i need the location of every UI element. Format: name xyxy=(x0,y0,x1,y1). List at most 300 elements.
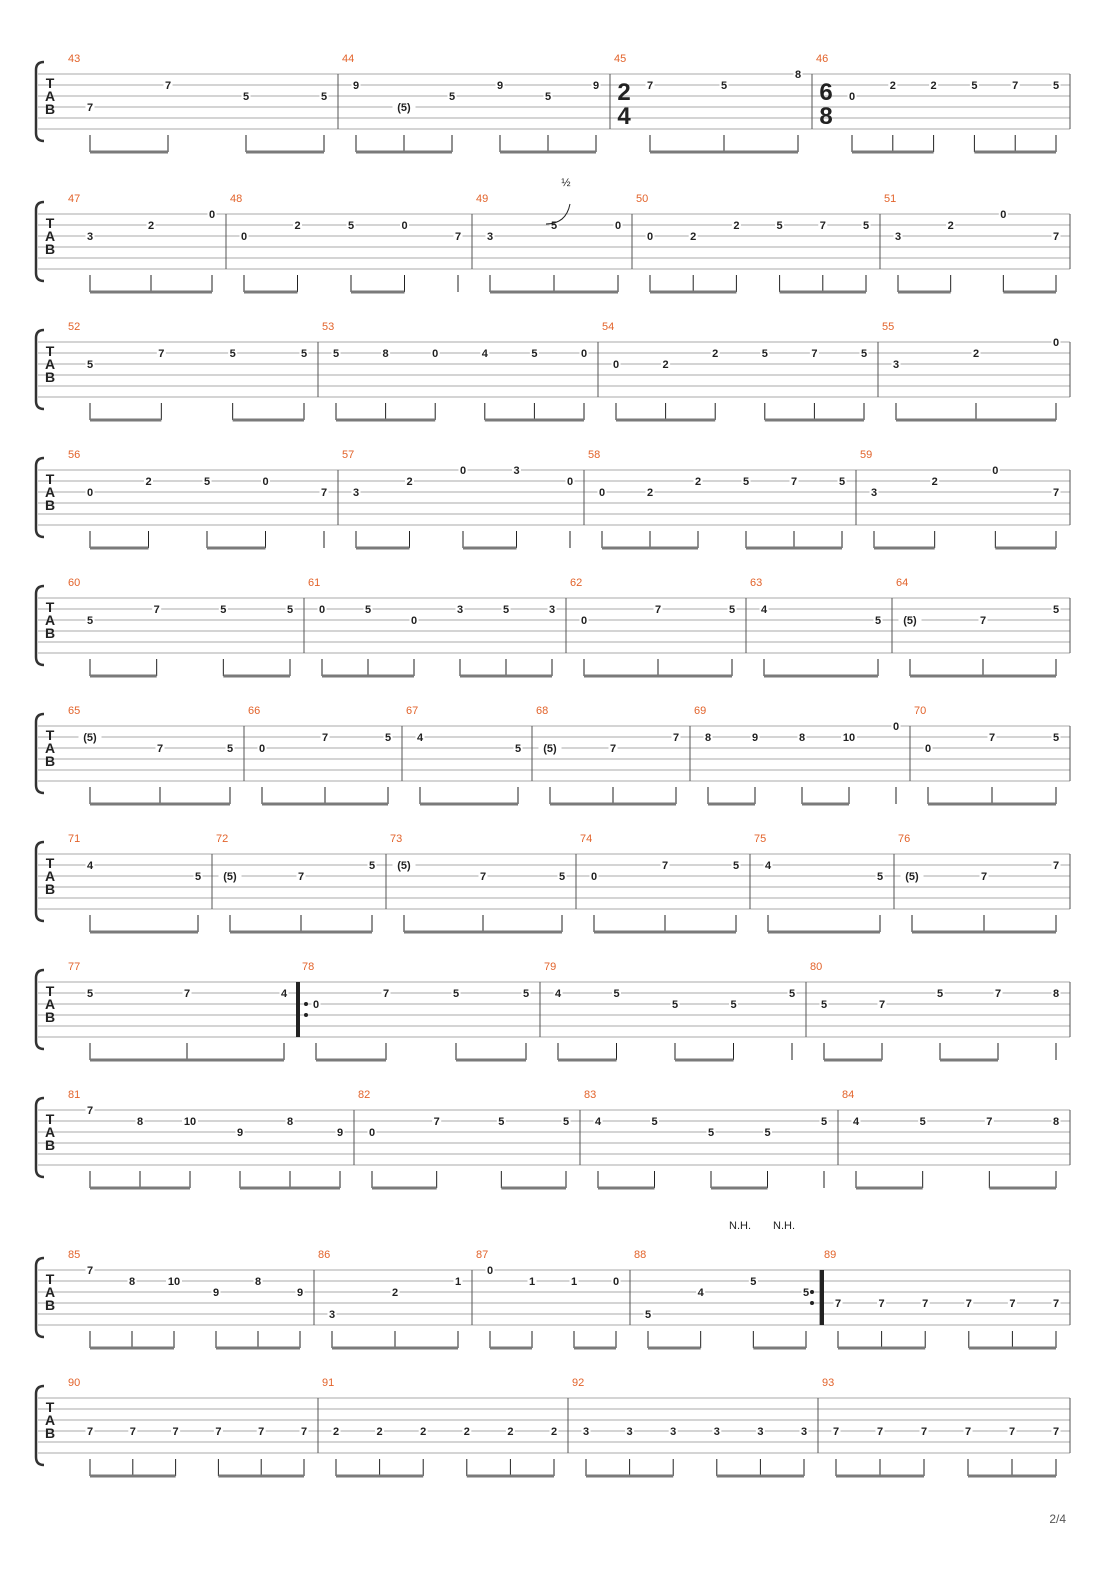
fret-number: 7 xyxy=(1052,1426,1060,1438)
measure-number: 58 xyxy=(588,449,601,461)
measure-number: 89 xyxy=(824,1249,837,1261)
fret-number: 7 xyxy=(790,476,798,488)
fret-number: 3 xyxy=(626,1426,633,1438)
fret-number: 7 xyxy=(1009,1298,1016,1310)
fret-number: 7 xyxy=(86,1265,94,1277)
fret-number: 5 xyxy=(750,1276,757,1288)
fret-number: 2 xyxy=(662,359,669,371)
fret-number: 0 xyxy=(892,721,900,733)
fret-number: 9 xyxy=(336,1127,344,1139)
fret-number: 3 xyxy=(800,1426,808,1438)
fret-number: 7 xyxy=(172,1426,179,1438)
fret-number: 5 xyxy=(498,1116,505,1128)
fret-number: 8 xyxy=(1052,1116,1060,1128)
fret-number: 10 xyxy=(167,1276,181,1288)
fret-number: 5 xyxy=(876,871,884,883)
fret-number: 0 xyxy=(258,743,266,755)
measure-number: 76 xyxy=(898,833,911,845)
fret-number: 7 xyxy=(672,732,680,744)
fret-number: 5 xyxy=(671,999,679,1011)
fret-number: 2 xyxy=(420,1426,427,1438)
fret-number: 5 xyxy=(776,220,783,232)
fret-number: 5 xyxy=(448,91,456,103)
fret-number: 5 xyxy=(384,732,392,744)
measure-number: 84 xyxy=(842,1089,855,1101)
fret-number: 5 xyxy=(226,743,234,755)
fret-number: 7 xyxy=(164,80,172,92)
measure-number: 92 xyxy=(572,1377,585,1389)
fret-number: 2 xyxy=(712,348,719,360)
measure-number: 72 xyxy=(216,833,229,845)
measure-number: 93 xyxy=(822,1377,835,1389)
fret-number: 0 xyxy=(580,615,588,627)
fret-number: 7 xyxy=(300,1426,308,1438)
fret-number: 0 xyxy=(598,487,606,499)
fret-number: 5 xyxy=(742,476,750,488)
fret-number: 7 xyxy=(986,1116,993,1128)
fret-number: 7 xyxy=(215,1426,222,1438)
fret-number: 2 xyxy=(332,1426,340,1438)
fret-number: 5 xyxy=(707,1127,715,1139)
fret-number: (5) xyxy=(83,732,97,744)
fret-number: 0 xyxy=(240,231,248,243)
repeat-end-thick-bar xyxy=(820,1270,824,1325)
tab-clef-letter: T xyxy=(45,983,55,999)
fret-number: 5 xyxy=(1052,604,1060,616)
fret-number: 5 xyxy=(838,476,846,488)
fret-number: 7 xyxy=(988,732,996,744)
fret-number: 0 xyxy=(612,1276,620,1288)
fret-number: 7 xyxy=(297,871,305,883)
fret-number: 7 xyxy=(86,1105,94,1117)
measure-number: 74 xyxy=(580,833,593,845)
fret-number: 3 xyxy=(352,487,360,499)
fret-number: (5) xyxy=(397,860,411,872)
fret-number: 2 xyxy=(931,476,938,488)
fret-number: 7 xyxy=(433,1116,440,1128)
fret-number: 7 xyxy=(479,871,487,883)
fret-number: 5 xyxy=(332,348,340,360)
fret-number: 8 xyxy=(254,1276,262,1288)
fret-number: 3 xyxy=(757,1426,764,1438)
fret-number: 7 xyxy=(1008,1426,1016,1438)
fret-number: 2 xyxy=(889,80,896,92)
fret-number: 2 xyxy=(646,487,654,499)
fret-number: 7 xyxy=(1052,487,1060,499)
fret-number: 4 xyxy=(554,988,562,1000)
fret-number: 5 xyxy=(86,615,94,627)
repeat-dot xyxy=(304,1002,308,1006)
fret-number: 3 xyxy=(670,1426,677,1438)
fret-number: 7 xyxy=(920,1426,928,1438)
fret-number: 7 xyxy=(1052,860,1060,872)
tab-clef-letter: T xyxy=(45,599,55,615)
fret-number: 3 xyxy=(486,231,494,243)
fret-number: 7 xyxy=(878,1298,885,1310)
fret-number: 5 xyxy=(514,743,522,755)
measure-number: 49 xyxy=(476,193,489,205)
fret-number: 5 xyxy=(919,1116,926,1128)
fret-number: 5 xyxy=(194,871,202,883)
fret-number: 0 xyxy=(848,91,856,103)
fret-number: 3 xyxy=(548,604,556,616)
fret-number: 7 xyxy=(183,988,191,1000)
fret-number: 9 xyxy=(352,80,360,92)
tab-clef-letter: A xyxy=(44,88,56,104)
fret-number: 7 xyxy=(661,860,669,872)
fret-number: 4 xyxy=(86,860,94,872)
fret-number: 2 xyxy=(463,1426,470,1438)
repeat-dot xyxy=(810,1290,814,1294)
fret-number: 9 xyxy=(592,80,600,92)
measure-number: 51 xyxy=(884,193,897,205)
fret-number: 3 xyxy=(894,231,902,243)
harmonic-label-2: N.H. xyxy=(773,1220,795,1232)
fret-number: 5 xyxy=(300,348,308,360)
tab-clef-letter: T xyxy=(45,727,55,743)
time-signature-top: 6 xyxy=(819,79,833,106)
measure-number: 63 xyxy=(750,577,763,589)
tab-clef-letter: B xyxy=(44,1137,56,1153)
fret-number: 7 xyxy=(1052,231,1060,243)
tab-clef-letter: T xyxy=(45,343,55,359)
fret-number: 0 xyxy=(646,231,654,243)
fret-number: 0 xyxy=(262,476,269,488)
tab-clef-letter: B xyxy=(44,1425,56,1441)
page-number: 2/4 xyxy=(1049,1512,1066,1526)
measure-number: 70 xyxy=(914,705,927,717)
fret-number: 3 xyxy=(892,359,900,371)
fret-number: 5 xyxy=(522,988,530,1000)
fret-number: 8 xyxy=(136,1116,144,1128)
time-signature-bottom: 8 xyxy=(819,103,833,130)
fret-number: 7 xyxy=(86,1426,94,1438)
fret-number: 7 xyxy=(832,1426,840,1438)
measure-number: 50 xyxy=(636,193,649,205)
repeat-dot xyxy=(304,1013,308,1017)
fret-number: 5 xyxy=(1052,80,1060,92)
fret-number: 5 xyxy=(550,220,558,232)
fret-number: 5 xyxy=(368,860,376,872)
fret-number: 2 xyxy=(507,1426,514,1438)
tab-clef-letter: B xyxy=(44,369,56,385)
harmonic-label-1: N.H. xyxy=(729,1220,751,1232)
fret-number: 5 xyxy=(86,988,94,1000)
fret-number: 7 xyxy=(86,102,94,114)
tab-clef-letter: A xyxy=(44,1284,56,1300)
fret-number: 0 xyxy=(1000,209,1007,221)
fret-number: 5 xyxy=(286,604,294,616)
fret-number: 0 xyxy=(566,476,574,488)
fret-number: 5 xyxy=(644,1309,652,1321)
measure-number: 71 xyxy=(68,833,81,845)
fret-number: 5 xyxy=(558,871,566,883)
fret-number: 8 xyxy=(128,1276,136,1288)
fret-number: 7 xyxy=(153,604,160,616)
fret-number: 5 xyxy=(544,91,552,103)
measure-number: 85 xyxy=(68,1249,81,1261)
fret-number: 10 xyxy=(183,1116,197,1128)
fret-number: 5 xyxy=(936,988,944,1000)
fret-number: 5 xyxy=(320,91,328,103)
fret-number: 2 xyxy=(294,220,301,232)
fret-number: 5 xyxy=(730,999,737,1011)
tab-clef-letter: A xyxy=(44,612,56,628)
fret-number: 4 xyxy=(280,988,288,1000)
fret-number: 0 xyxy=(410,615,418,627)
measure-number: 65 xyxy=(68,705,81,717)
fret-number: 0 xyxy=(208,209,216,221)
fret-number: 5 xyxy=(220,604,227,616)
fret-number: 5 xyxy=(364,604,372,616)
fret-number: 7 xyxy=(819,220,826,232)
fret-number: 4 xyxy=(852,1116,860,1128)
fret-number: 5 xyxy=(971,80,978,92)
measure-number: 64 xyxy=(896,577,909,589)
measure-number: 67 xyxy=(406,705,419,717)
fret-number: 9 xyxy=(751,732,759,744)
fret-number: 4 xyxy=(416,732,424,744)
fret-number: 2 xyxy=(376,1426,383,1438)
tab-clef-letter: T xyxy=(45,855,55,871)
measure-number: 57 xyxy=(342,449,355,461)
fret-number: 5 xyxy=(229,348,236,360)
measure-number: 47 xyxy=(68,193,81,205)
tab-clef-letter: B xyxy=(44,625,56,641)
fret-number: 5 xyxy=(820,999,828,1011)
tab-clef-letter: T xyxy=(45,215,55,231)
fret-number: 7 xyxy=(964,1426,972,1438)
fret-number: 0 xyxy=(612,359,620,371)
tab-clef-letter: T xyxy=(45,1271,55,1287)
fret-number: 2 xyxy=(930,80,937,92)
measure-number: 66 xyxy=(248,705,261,717)
fret-number: 7 xyxy=(876,1426,884,1438)
tab-clef-letter: T xyxy=(45,471,55,487)
fret-number: 0 xyxy=(318,604,326,616)
fret-number: 2 xyxy=(947,220,954,232)
fret-number: 7 xyxy=(878,999,886,1011)
fret-number: 7 xyxy=(979,615,987,627)
measure-number: 46 xyxy=(816,53,829,65)
fret-number: 5 xyxy=(613,988,620,1000)
fret-number: 5 xyxy=(820,1116,828,1128)
fret-number: (5) xyxy=(543,743,557,755)
fret-number: 3 xyxy=(582,1426,590,1438)
tab-clef-letter: T xyxy=(45,1399,55,1415)
fret-number: 7 xyxy=(980,871,988,883)
measure-number: 69 xyxy=(694,705,707,717)
tab-clef-letter: T xyxy=(45,1111,55,1127)
tab-clef-letter: A xyxy=(44,1412,56,1428)
fret-number: 9 xyxy=(236,1127,244,1139)
measure-number: 90 xyxy=(68,1377,81,1389)
measure-number: 45 xyxy=(614,53,627,65)
measure-number: 62 xyxy=(570,577,583,589)
fret-number: 5 xyxy=(86,359,94,371)
tab-clef-letter: A xyxy=(44,228,56,244)
repeat-dot xyxy=(810,1301,814,1305)
measure-number: 59 xyxy=(860,449,873,461)
measure-number: 48 xyxy=(230,193,243,205)
fret-number: 0 xyxy=(401,220,408,232)
fret-number: 4 xyxy=(764,860,772,872)
fret-number: 5 xyxy=(452,988,460,1000)
fret-number: 7 xyxy=(1012,80,1019,92)
fret-number: 2 xyxy=(972,348,980,360)
measure-number: 83 xyxy=(584,1089,597,1101)
measure-number: 88 xyxy=(634,1249,647,1261)
fret-number: (5) xyxy=(905,871,919,883)
fret-number: 0 xyxy=(459,465,467,477)
measure-number: 79 xyxy=(544,961,557,973)
fret-number: 5 xyxy=(531,348,538,360)
fret-number: 8 xyxy=(798,732,806,744)
fret-number: 5 xyxy=(203,476,211,488)
measure-number: 77 xyxy=(68,961,81,973)
tab-clef-letter: B xyxy=(44,497,56,513)
measure-number: 73 xyxy=(390,833,403,845)
fret-number: 7 xyxy=(646,80,654,92)
measure-number: 80 xyxy=(810,961,823,973)
fret-number: 8 xyxy=(1052,988,1060,1000)
fret-number: 7 xyxy=(382,988,390,1000)
measure-number: 55 xyxy=(882,321,895,333)
fret-number: 5 xyxy=(874,615,882,627)
measure-number: 54 xyxy=(602,321,615,333)
fret-number: 7 xyxy=(965,1298,972,1310)
tab-clef-letter: A xyxy=(44,484,56,500)
measure-number: 60 xyxy=(68,577,81,589)
fret-number: 5 xyxy=(562,1116,570,1128)
fret-number: 2 xyxy=(391,1287,399,1299)
fret-number: 5 xyxy=(502,604,510,616)
fret-number: 3 xyxy=(86,231,94,243)
measure-number: 52 xyxy=(68,321,81,333)
fret-number: 5 xyxy=(720,80,728,92)
fret-number: 5 xyxy=(242,91,250,103)
fret-number: 9 xyxy=(496,80,504,92)
fret-number: 7 xyxy=(609,743,617,755)
fret-number: 2 xyxy=(145,476,152,488)
fret-number: 2 xyxy=(406,476,413,488)
fret-number: 3 xyxy=(713,1426,720,1438)
repeat-start-thick-bar xyxy=(296,982,300,1037)
tab-clef-letter: A xyxy=(44,1124,56,1140)
time-signature-bottom: 4 xyxy=(617,103,631,130)
tab-clef-letter: T xyxy=(45,75,55,91)
measure-number: 61 xyxy=(308,577,321,589)
fret-number: 0 xyxy=(614,220,622,232)
fret-number: 7 xyxy=(1052,1298,1060,1310)
measure-number: 78 xyxy=(302,961,315,973)
fret-number: 5 xyxy=(802,1287,810,1299)
fret-number: 7 xyxy=(454,231,462,243)
tab-clef-letter: B xyxy=(44,1009,56,1025)
fret-number: 0 xyxy=(432,348,439,360)
fret-number: 7 xyxy=(811,348,818,360)
fret-number: 0 xyxy=(86,487,94,499)
measure-number: 81 xyxy=(68,1089,81,1101)
fret-number: 7 xyxy=(158,348,165,360)
fret-number: 4 xyxy=(481,348,488,360)
bend-amount-label: ½ xyxy=(561,177,571,189)
fret-number: 5 xyxy=(728,604,736,616)
fret-number: 7 xyxy=(129,1426,136,1438)
tab-clef-letter: A xyxy=(44,868,56,884)
fret-number: 5 xyxy=(862,220,870,232)
measure-number: 53 xyxy=(322,321,335,333)
fret-number: 0 xyxy=(924,743,932,755)
fret-number: 5 xyxy=(788,988,796,1000)
fret-number: 2 xyxy=(733,220,740,232)
measure-number: 56 xyxy=(68,449,81,461)
fret-number: 7 xyxy=(321,732,329,744)
tab-clef-letter: B xyxy=(44,1297,56,1313)
fret-number: 2 xyxy=(147,220,155,232)
fret-number: 2 xyxy=(694,476,702,488)
fret-number: 2 xyxy=(690,231,697,243)
fret-number: 0 xyxy=(590,871,598,883)
fret-number: 7 xyxy=(654,604,662,616)
fret-number: 1 xyxy=(528,1276,536,1288)
fret-number: 0 xyxy=(992,465,999,477)
fret-number: 7 xyxy=(994,988,1002,1000)
fret-number: 9 xyxy=(212,1287,220,1299)
fret-number: 5 xyxy=(761,348,768,360)
fret-number: 2 xyxy=(550,1426,558,1438)
fret-number: 7 xyxy=(834,1298,842,1310)
fret-number: 0 xyxy=(312,999,320,1011)
measure-number: 86 xyxy=(318,1249,331,1261)
tab-clef-letter: B xyxy=(44,241,56,257)
tab-clef-letter: A xyxy=(44,356,56,372)
fret-number: 8 xyxy=(794,69,802,81)
tab-clef-letter: A xyxy=(44,996,56,1012)
fret-number: 4 xyxy=(594,1116,602,1128)
fret-number: 5 xyxy=(860,348,868,360)
measure-number: 87 xyxy=(476,1249,489,1261)
fret-number: 0 xyxy=(580,348,588,360)
fret-number: 3 xyxy=(456,604,464,616)
measure-number: 75 xyxy=(754,833,767,845)
fret-number: 0 xyxy=(1052,337,1060,349)
measure-number: 82 xyxy=(358,1089,371,1101)
fret-number: 5 xyxy=(651,1116,658,1128)
fret-number: 1 xyxy=(454,1276,462,1288)
measure-number: 44 xyxy=(342,53,355,65)
fret-number: 10 xyxy=(842,732,856,744)
fret-number: (5) xyxy=(903,615,917,627)
fret-number: 5 xyxy=(347,220,355,232)
fret-number: 5 xyxy=(1052,732,1060,744)
measure-number: 43 xyxy=(68,53,81,65)
fret-number: 7 xyxy=(922,1298,929,1310)
fret-number: 7 xyxy=(156,743,164,755)
fret-number: 3 xyxy=(513,465,520,477)
fret-number: 9 xyxy=(296,1287,304,1299)
fret-number: (5) xyxy=(397,102,411,114)
measure-number: 91 xyxy=(322,1377,335,1389)
fret-number: 0 xyxy=(368,1127,376,1139)
fret-number: 5 xyxy=(732,860,740,872)
fret-number: 4 xyxy=(760,604,768,616)
fret-number: 8 xyxy=(286,1116,294,1128)
tab-clef-letter: B xyxy=(44,881,56,897)
fret-number: 5 xyxy=(764,1127,771,1139)
tab-clef-letter: B xyxy=(44,753,56,769)
fret-number: 4 xyxy=(697,1287,704,1299)
